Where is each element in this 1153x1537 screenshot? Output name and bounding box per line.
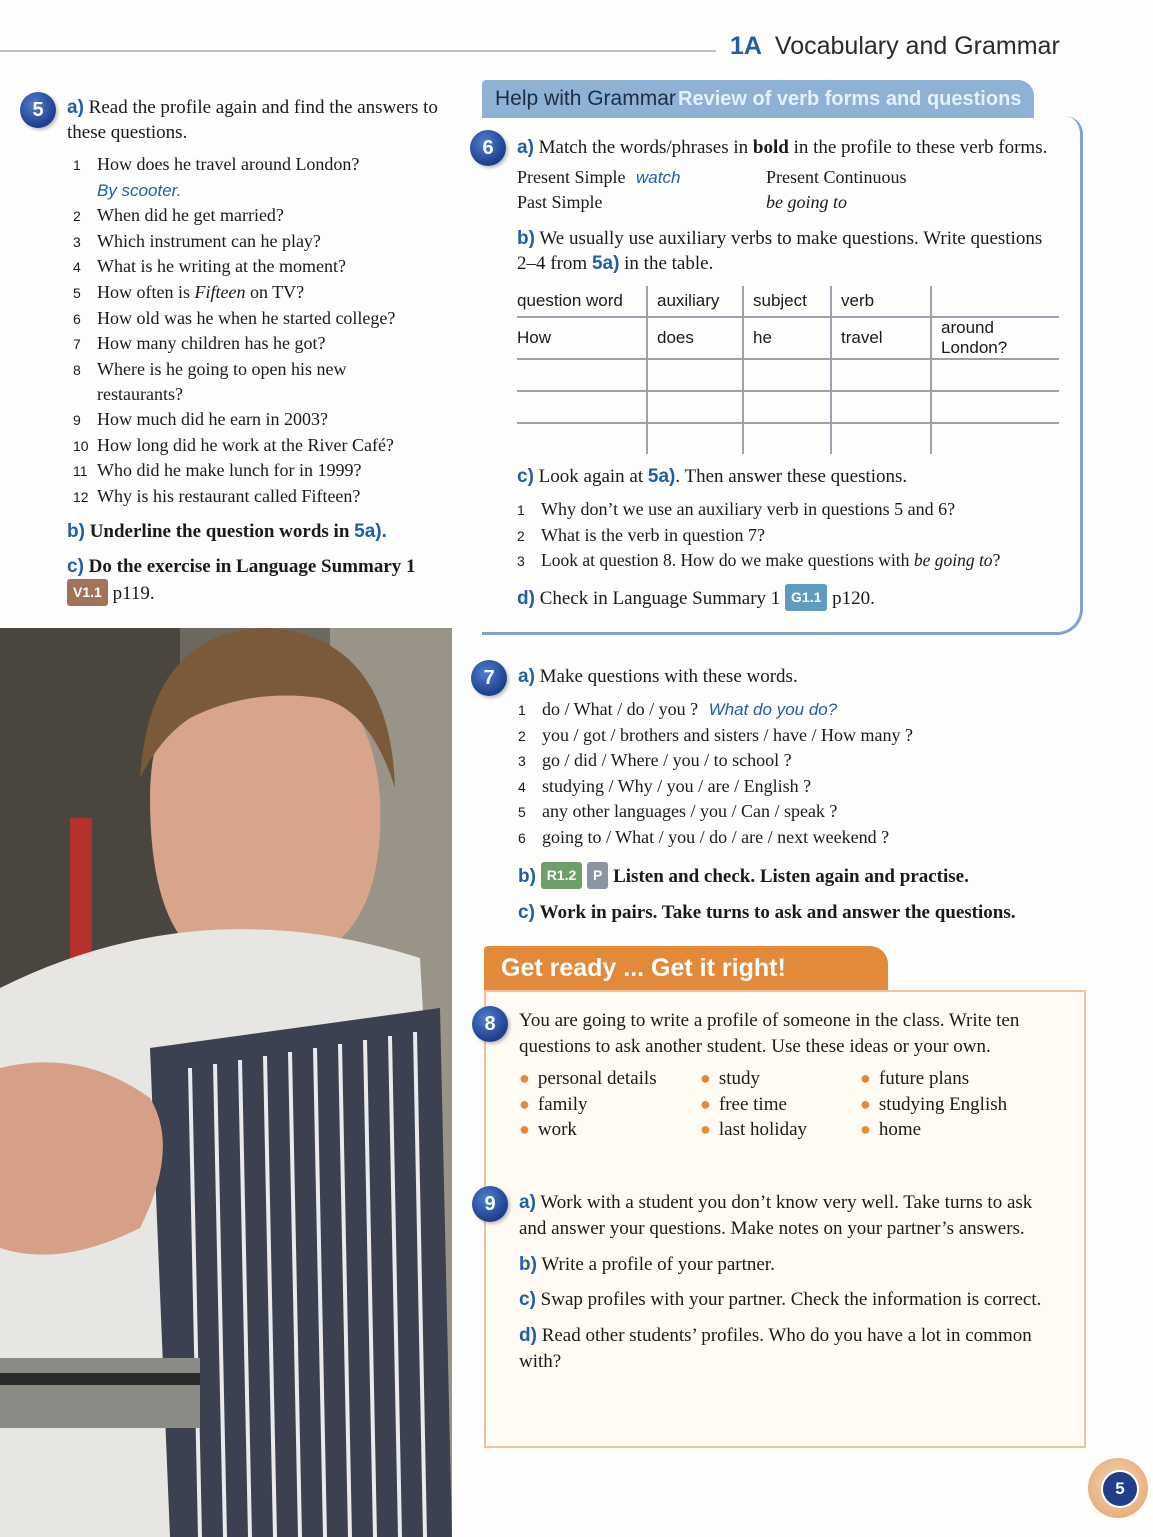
exercise-9 — [519, 1190, 1059, 1375]
table-row: How does he travel around London? — [517, 317, 1059, 359]
pronunciation-tag[interactable]: P — [587, 862, 608, 889]
list-item: ● studying English — [860, 1093, 1008, 1115]
list-item: 1 Why don’t we use an auxiliary verb in questions 5 and 6? — [517, 499, 956, 519]
page-header — [730, 32, 1060, 61]
list-item: ● free time — [700, 1093, 787, 1115]
list-item: ● home — [860, 1119, 922, 1141]
list-item: 3 Which instrument can he play? — [73, 230, 321, 251]
ex5-c-instruction: c) Do the exercise in Language Summary 1 V1.1 p119. — [67, 556, 416, 605]
ex7-b-instruction: b) R1.2 P Listen and check. Listen again and practise. — [518, 862, 1083, 889]
list-item: ● work — [519, 1119, 577, 1141]
exercise-number-8: 8 — [472, 1006, 508, 1042]
ex9-d-instruction: d) Read other students’ profiles. Who do you have a lot in common with? — [519, 1325, 1032, 1372]
list-item: ● family — [519, 1093, 588, 1115]
list-item: 4 What is he writing at the moment? — [73, 256, 346, 277]
list-item: ● future plans — [860, 1068, 970, 1089]
ex9-b-instruction: b) Write a profile of your partner. — [519, 1254, 775, 1275]
ex9-c-instruction: c) Swap profiles with your partner. Check the information is correct. — [519, 1289, 1042, 1310]
list-item: 2 When did he get married? — [73, 205, 284, 226]
ex9-a-instruction: a) Work with a student you don’t know very well. Take turns to ask and answer your questions. Make notes on your partner’s answers. — [519, 1192, 1033, 1239]
get-ready-title: Get ready ... Get it right! — [501, 954, 786, 982]
list-item: restaurants? — [97, 384, 183, 405]
list-item: ● last holiday — [700, 1119, 808, 1141]
list-item: 3 go / did / Where / you / to school ? — [518, 750, 792, 771]
list-item: 12 Why is his restaurant called Fifteen? — [73, 485, 361, 506]
audio-track-tag[interactable]: R1.2 — [541, 862, 583, 889]
ex5-a-instruction: a) Read the profile again and find the answers to these questions. — [67, 97, 438, 143]
list-item: 4 studying / Why / you / are / English ? — [518, 775, 812, 796]
list-item: By scooter. — [97, 180, 182, 200]
chef-photo — [0, 628, 452, 1537]
list-item: ● personal details — [519, 1068, 657, 1089]
exercise-6 — [517, 135, 1057, 611]
ex5-question-list — [73, 152, 467, 509]
header-rule — [0, 50, 716, 52]
list-item: ● study — [700, 1068, 761, 1089]
language-summary-tag: G1.1 — [785, 584, 827, 611]
list-item: 9 How much did he earn in 2003? — [73, 408, 328, 429]
table-row — [517, 423, 1059, 454]
table-header-row: question word auxiliary subject verb — [517, 286, 1059, 317]
ideas-list — [519, 1066, 1064, 1142]
question-table — [517, 286, 1059, 454]
chef-illustration — [0, 628, 452, 1537]
exercise-number-5: 5 — [20, 92, 56, 128]
list-item: 2 What is the verb in question 7? — [517, 524, 765, 545]
table-row — [517, 359, 1059, 391]
exercise-number-7: 7 — [471, 660, 507, 696]
list-item: 6 going to / What / you / do / are / next weekend ? — [518, 826, 890, 847]
exercise-number-9: 9 — [472, 1186, 508, 1222]
ex7-list — [518, 697, 1083, 851]
grammar-title: Help with Grammar — [495, 87, 676, 110]
exercise-8 — [519, 1008, 1064, 1142]
list-item: 5 any other languages / you / Can / speak ? — [518, 801, 838, 822]
exercise-5 — [67, 95, 467, 606]
list-item: 1 do / What / do / you ? What do you do? — [518, 699, 838, 719]
language-summary-tag: V1.1 — [67, 579, 108, 606]
ex6-c-questions — [517, 497, 1057, 574]
ex6-b-instruction: b) We usually use auxiliary verbs to make questions. Write questions 2–4 from 5a) in the table. — [517, 228, 1043, 274]
list-item: 8 Where is he going to open his new — [73, 358, 347, 379]
ex6-a-instruction: a) Match the words/phrases in bold in the profile to these verb forms. — [517, 137, 1048, 158]
grammar-subtitle: Review of verb forms and questions — [678, 88, 1022, 110]
table-row — [517, 391, 1059, 423]
page-number: 5 — [1101, 1470, 1139, 1508]
ex7-a-instruction: a) Make questions with these words. — [518, 666, 798, 687]
ex6-c-instruction: c) Look again at 5a). Then answer these questions. — [517, 466, 908, 487]
list-item: 7 How many children has he got? — [73, 333, 326, 354]
list-item: 10 How long did he work at the River Café? — [73, 434, 394, 455]
grammar-box-header — [482, 80, 1034, 118]
list-item: 3 Look at question 8. How do we make questions with be going to? — [517, 550, 1001, 571]
exercise-7 — [518, 664, 1083, 925]
ex6-d-instruction: d) Check in Language Summary 1 G1.1 p120. — [517, 584, 1057, 611]
section-title: Vocabulary and Grammar — [774, 32, 1060, 60]
list-item: 1 How does he travel around London? — [73, 154, 360, 174]
ex8-instruction: You are going to write a profile of someone in the class. Write ten questions to ask another student. Use these ideas or your own. — [519, 1010, 1020, 1057]
ex7-c-instruction: c) Work in pairs. Take turns to ask and answer the questions. — [518, 901, 1016, 923]
list-item: 6 How old was he when he started college? — [73, 307, 396, 328]
list-item: 2 you / got / brothers and sisters / have / How many ? — [518, 724, 913, 745]
ex5-b-instruction: b) Underline the question words in 5a). — [67, 521, 387, 543]
unit-code: 1A — [730, 32, 762, 60]
get-ready-header — [484, 946, 888, 990]
list-item: 5 How often is Fifteen on TV? — [73, 281, 305, 302]
verb-forms: Present Simple watch Present Continuous Past Simple be going to — [517, 167, 907, 212]
list-item: 11 Who did he make lunch for in 1999? — [73, 460, 362, 481]
exercise-number-6: 6 — [470, 130, 506, 166]
